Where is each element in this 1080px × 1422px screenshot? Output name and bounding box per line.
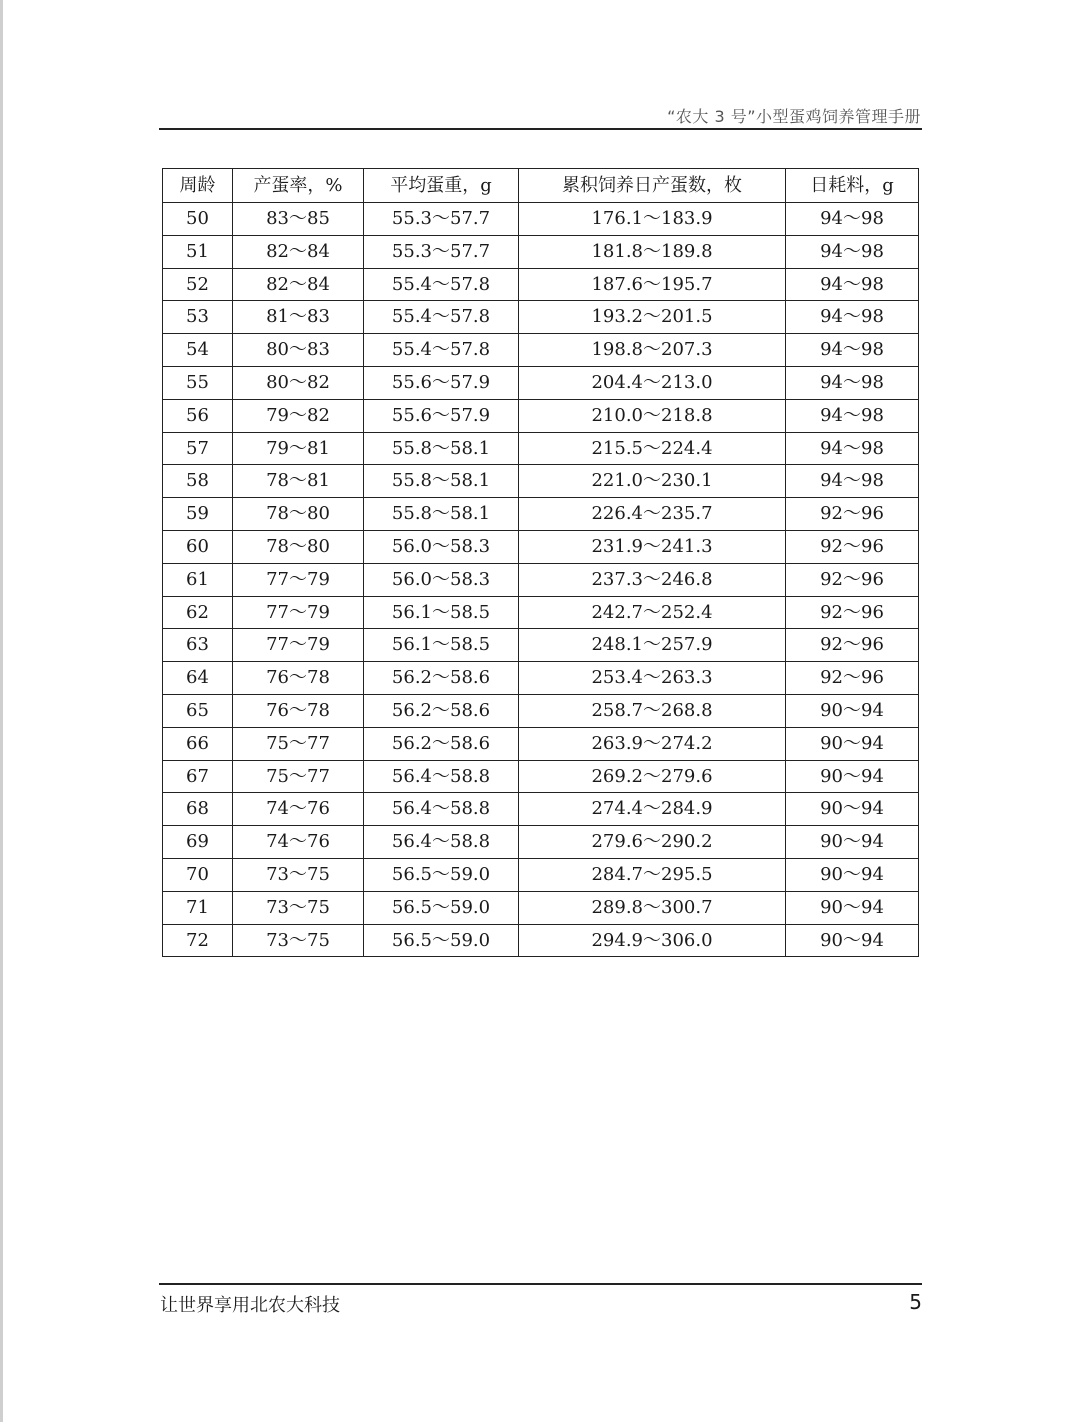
table-cell: 193.2～201.5 [519, 301, 786, 334]
table-cell: 56.2～58.6 [364, 727, 519, 760]
page-number: 5 [909, 1290, 922, 1314]
table-row [163, 924, 919, 957]
table-cell: 78～80 [233, 498, 364, 531]
table-cell: 92～96 [786, 596, 919, 629]
column-header: 平均蛋重，g [364, 169, 519, 203]
table-header [163, 169, 919, 203]
table-cell: 55.4～57.8 [364, 268, 519, 301]
table-row [163, 301, 919, 334]
table-cell: 69 [163, 826, 233, 859]
table-cell: 94～98 [786, 203, 919, 236]
table-row [163, 629, 919, 662]
table-cell: 50 [163, 203, 233, 236]
table-cell: 67 [163, 760, 233, 793]
column-header: 累积饲养日产蛋数，枚 [519, 169, 786, 203]
table-cell: 210.0～218.8 [519, 399, 786, 432]
table-row [163, 858, 919, 891]
table-row [163, 760, 919, 793]
table-cell: 74～76 [233, 793, 364, 826]
page-edge-shadow [0, 0, 3, 1422]
table-cell: 73～75 [233, 891, 364, 924]
table-row [163, 826, 919, 859]
table-cell: 90～94 [786, 727, 919, 760]
table-cell: 56.4～58.8 [364, 826, 519, 859]
table-cell: 56.1～58.5 [364, 629, 519, 662]
performance-table [162, 168, 919, 957]
table-cell: 78～80 [233, 530, 364, 563]
table-row [163, 235, 919, 268]
table-cell: 269.2～279.6 [519, 760, 786, 793]
table-cell: 59 [163, 498, 233, 531]
table-cell: 80～83 [233, 334, 364, 367]
table-cell: 77～79 [233, 596, 364, 629]
table-cell: 176.1～183.9 [519, 203, 786, 236]
table-cell: 73～75 [233, 924, 364, 957]
table-cell: 77～79 [233, 563, 364, 596]
table-cell: 56.1～58.5 [364, 596, 519, 629]
table-cell: 82～84 [233, 235, 364, 268]
table-cell: 94～98 [786, 301, 919, 334]
table-cell: 56.0～58.3 [364, 563, 519, 596]
table-cell: 248.1～257.9 [519, 629, 786, 662]
table-cell: 56 [163, 399, 233, 432]
table-cell: 63 [163, 629, 233, 662]
table-row [163, 203, 919, 236]
table-cell: 58 [163, 465, 233, 498]
table-cell: 60 [163, 530, 233, 563]
table-cell: 68 [163, 793, 233, 826]
table-cell: 55.4～57.8 [364, 301, 519, 334]
table-cell: 226.4～235.7 [519, 498, 786, 531]
table-cell: 294.9～306.0 [519, 924, 786, 957]
table-cell: 52 [163, 268, 233, 301]
table-cell: 56.4～58.8 [364, 793, 519, 826]
table-cell: 55 [163, 366, 233, 399]
footer-slogan: 让世界享用北农大科技 [160, 1295, 340, 1316]
table-row [163, 268, 919, 301]
table-cell: 94～98 [786, 366, 919, 399]
table-cell: 92～96 [786, 662, 919, 695]
table-cell: 56.2～58.6 [364, 662, 519, 695]
table-cell: 94～98 [786, 268, 919, 301]
table-cell: 80～82 [233, 366, 364, 399]
table-cell: 81～83 [233, 301, 364, 334]
table-cell: 90～94 [786, 793, 919, 826]
table-cell: 215.5～224.4 [519, 432, 786, 465]
table-row [163, 891, 919, 924]
table-cell: 75～77 [233, 760, 364, 793]
table-cell: 56.4～58.8 [364, 760, 519, 793]
table-cell: 279.6～290.2 [519, 826, 786, 859]
table-row [163, 596, 919, 629]
table-cell: 231.9～241.3 [519, 530, 786, 563]
table-cell: 55.8～58.1 [364, 498, 519, 531]
table-cell: 79～81 [233, 432, 364, 465]
table-cell: 74～76 [233, 826, 364, 859]
table-cell: 92～96 [786, 629, 919, 662]
table-cell: 94～98 [786, 235, 919, 268]
table-cell: 94～98 [786, 334, 919, 367]
column-header: 周龄 [163, 169, 233, 203]
table-cell: 61 [163, 563, 233, 596]
table-row [163, 399, 919, 432]
table-row [163, 793, 919, 826]
table-cell: 92～96 [786, 498, 919, 531]
running-header: “农大 3 号”小型蛋鸡饲养管理手册 [667, 107, 921, 126]
table-cell: 181.8～189.8 [519, 235, 786, 268]
table-cell: 90～94 [786, 826, 919, 859]
table-cell: 90～94 [786, 891, 919, 924]
table-cell: 56.5～59.0 [364, 891, 519, 924]
table-cell: 79～82 [233, 399, 364, 432]
table-cell: 54 [163, 334, 233, 367]
table-cell: 187.6～195.7 [519, 268, 786, 301]
table-cell: 56.0～58.3 [364, 530, 519, 563]
table-cell: 56.2～58.6 [364, 694, 519, 727]
table-cell: 221.0～230.1 [519, 465, 786, 498]
table-cell: 284.7～295.5 [519, 858, 786, 891]
table-cell: 90～94 [786, 924, 919, 957]
table-cell: 55.3～57.7 [364, 203, 519, 236]
table-row [163, 366, 919, 399]
table-cell: 55.8～58.1 [364, 465, 519, 498]
table-cell: 76～78 [233, 694, 364, 727]
table-cell: 94～98 [786, 465, 919, 498]
table-cell: 73～75 [233, 858, 364, 891]
table-body [163, 203, 919, 957]
table-cell: 55.3～57.7 [364, 235, 519, 268]
table-cell: 65 [163, 694, 233, 727]
table-cell: 237.3～246.8 [519, 563, 786, 596]
table-cell: 78～81 [233, 465, 364, 498]
table-cell: 242.7～252.4 [519, 596, 786, 629]
table-cell: 71 [163, 891, 233, 924]
table-cell: 94～98 [786, 432, 919, 465]
table-row [163, 530, 919, 563]
table-cell: 274.4～284.9 [519, 793, 786, 826]
column-header: 产蛋率，% [233, 169, 364, 203]
table-cell: 83～85 [233, 203, 364, 236]
table-row [163, 727, 919, 760]
column-header: 日耗料，g [786, 169, 919, 203]
table-cell: 198.8～207.3 [519, 334, 786, 367]
table-row [163, 498, 919, 531]
table-cell: 56.5～59.0 [364, 858, 519, 891]
table-row [163, 563, 919, 596]
table-cell: 90～94 [786, 760, 919, 793]
table-cell: 76～78 [233, 662, 364, 695]
table-row [163, 334, 919, 367]
table-cell: 92～96 [786, 563, 919, 596]
table-cell: 90～94 [786, 858, 919, 891]
table-row [163, 465, 919, 498]
table-row [163, 432, 919, 465]
table-cell: 53 [163, 301, 233, 334]
table-cell: 55.6～57.9 [364, 366, 519, 399]
table-cell: 62 [163, 596, 233, 629]
table-cell: 289.8～300.7 [519, 891, 786, 924]
table-row [163, 662, 919, 695]
table-cell: 82～84 [233, 268, 364, 301]
table-row [163, 694, 919, 727]
table-cell: 51 [163, 235, 233, 268]
table-cell: 258.7～268.8 [519, 694, 786, 727]
table-cell: 56.5～59.0 [364, 924, 519, 957]
footer-rule [159, 1283, 922, 1285]
table-cell: 77～79 [233, 629, 364, 662]
table-header-row [163, 169, 919, 203]
table-cell: 72 [163, 924, 233, 957]
table-cell: 57 [163, 432, 233, 465]
header-rule [159, 128, 922, 130]
table-cell: 64 [163, 662, 233, 695]
table-cell: 92～96 [786, 530, 919, 563]
table-cell: 94～98 [786, 399, 919, 432]
table-cell: 55.6～57.9 [364, 399, 519, 432]
table-cell: 263.9～274.2 [519, 727, 786, 760]
table-cell: 55.4～57.8 [364, 334, 519, 367]
table-cell: 70 [163, 858, 233, 891]
table-cell: 204.4～213.0 [519, 366, 786, 399]
table-cell: 90～94 [786, 694, 919, 727]
table-cell: 66 [163, 727, 233, 760]
table-cell: 253.4～263.3 [519, 662, 786, 695]
table-cell: 75～77 [233, 727, 364, 760]
table-cell: 55.8～58.1 [364, 432, 519, 465]
